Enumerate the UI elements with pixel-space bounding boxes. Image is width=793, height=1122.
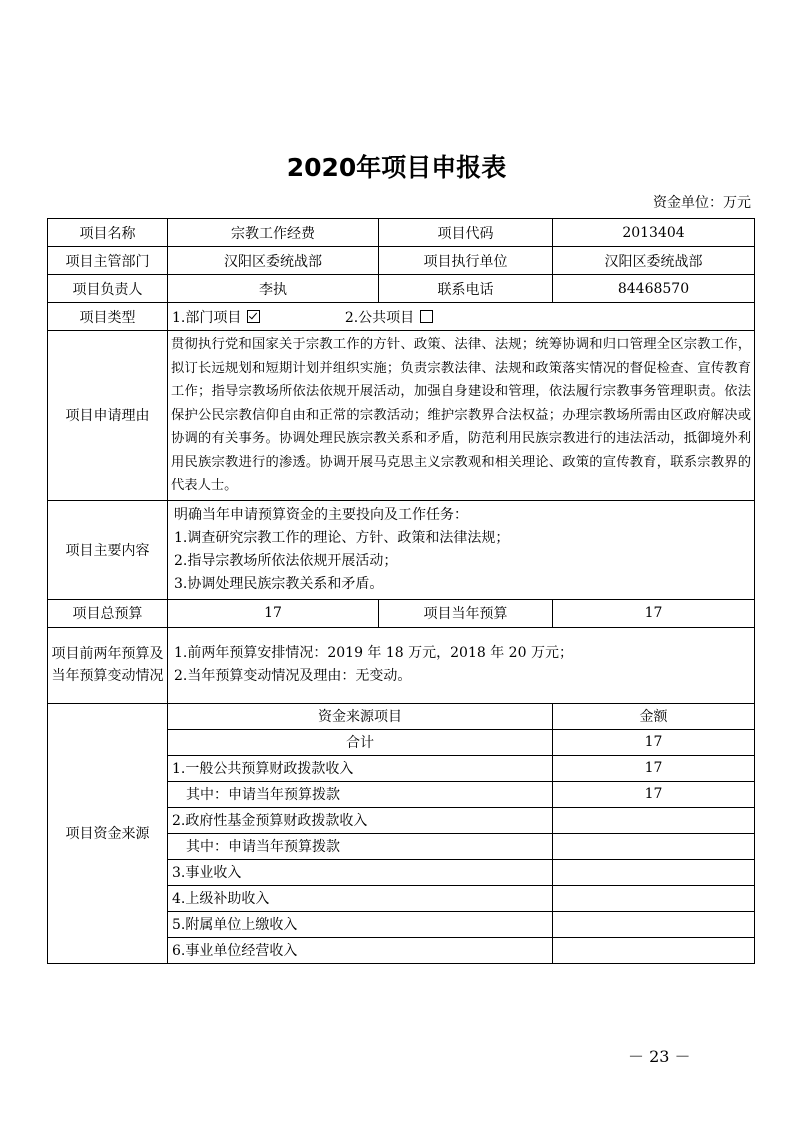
project-name-label: 项目名称 xyxy=(48,219,168,247)
funding-source: 6.事业单位经营收入 xyxy=(168,937,553,963)
type-option-dept: 1.部门项目 xyxy=(172,309,242,326)
project-code-value: 2013404 xyxy=(553,219,755,247)
funding-header-source: 资金来源项目 xyxy=(168,703,553,729)
funding-amount xyxy=(553,833,755,859)
funding-source: 2.政府性基金预算财政拨款收入 xyxy=(168,807,553,833)
budget-change-text xyxy=(168,627,755,703)
content-text xyxy=(168,500,755,599)
funding-amount: 17 xyxy=(553,781,755,807)
owner-label: 项目负责人 xyxy=(48,275,168,303)
funding-source: 其中：申请当年预算拨款 xyxy=(168,781,553,807)
change-line: 2.当年预算变动情况及理由：无变动。 xyxy=(174,668,412,684)
unchecked-checkbox-icon[interactable] xyxy=(420,310,433,323)
page-number: － 23 － xyxy=(628,1047,691,1066)
page-title: 2020年项目申报表 xyxy=(286,153,507,182)
funding-source: 其中：申请当年预算拨款 xyxy=(168,833,553,859)
exec-unit-value: 汉阳区委统战部 xyxy=(553,247,755,275)
checked-checkbox-icon[interactable] xyxy=(247,310,260,323)
funding-amount: 17 xyxy=(553,729,755,755)
owner-value: 李执 xyxy=(168,275,379,303)
year-budget-label: 项目当年预算 xyxy=(379,599,553,627)
type-label: 项目类型 xyxy=(48,303,168,331)
content-line: 2.指导宗教场所依法依规开展活动； xyxy=(174,552,398,569)
funding-amount xyxy=(553,807,755,833)
year-budget-value: 17 xyxy=(553,599,755,627)
phone-value: 84468570 xyxy=(553,275,755,303)
funding-source: 1.一般公共预算财政拨款收入 xyxy=(168,755,553,781)
funding-source: 4.上级补助收入 xyxy=(168,885,553,911)
reason-label: 项目申请理由 xyxy=(48,331,168,501)
budget-change-label: 项目前两年预算及当年预算变动情况 xyxy=(48,627,168,703)
funding-source: 合计 xyxy=(168,729,553,755)
funding-source: 5.附属单位上缴收入 xyxy=(168,911,553,937)
project-code-label: 项目代码 xyxy=(379,219,553,247)
total-budget-label: 项目总预算 xyxy=(48,599,168,627)
funding-label: 项目资金来源 xyxy=(48,703,168,963)
unit-note: 资金单位：万元 xyxy=(653,195,751,211)
dept-value: 汉阳区委统战部 xyxy=(168,247,379,275)
phone-label: 联系电话 xyxy=(379,275,553,303)
project-application-table xyxy=(47,218,755,964)
funding-amount: 17 xyxy=(553,755,755,781)
type-options xyxy=(168,303,755,331)
dept-label: 项目主管部门 xyxy=(48,247,168,275)
funding-amount xyxy=(553,937,755,963)
content-line: 明确当年申请预算资金的主要投向及工作任务： xyxy=(174,506,468,523)
change-line: 1.前两年预算安排情况：2019 年 18 万元，2018 年 20 万元； xyxy=(174,645,573,661)
reason-text: 贯彻执行党和国家关于宗教工作的方针、政策、法律、法规；统筹协调和归口管理全区宗教工作，拟订长远规划和短期计划并组织实施；负责宗教法律、法规和政策落实情况的督促检查、宣传教育工作；指导宗教场所依法依规开展活动，加强自身建设和管理，依法履行宗教事务管理职责。依法保护公民宗教信仰自由和正常的宗教活动；维护宗教界合法权益；办理宗教场所需由区政府解决或协调的有关事务。协调处理民族宗教关系和矛盾，防范利用民族宗教进行的违法活动，抵御境外利用民族宗教进行的渗透。协调开展马克思主义宗教观和相关理论、政策的宣传教育，联系宗教界的代表人士。 xyxy=(168,331,755,501)
funding-source: 3.事业收入 xyxy=(168,859,553,885)
content-label: 项目主要内容 xyxy=(48,500,168,599)
content-line: 3.协调处理民族宗教关系和矛盾。 xyxy=(174,575,384,592)
project-name-value: 宗教工作经费 xyxy=(168,219,379,247)
content-line: 1.调查研究宗教工作的理论、方针、政策和法律法规； xyxy=(174,529,510,546)
type-option-public: 2.公共项目 xyxy=(344,309,415,326)
funding-header-amount: 金额 xyxy=(553,703,755,729)
funding-amount xyxy=(553,859,755,885)
total-budget-value: 17 xyxy=(168,599,379,627)
exec-unit-label: 项目执行单位 xyxy=(379,247,553,275)
funding-amount xyxy=(553,911,755,937)
funding-amount xyxy=(553,885,755,911)
